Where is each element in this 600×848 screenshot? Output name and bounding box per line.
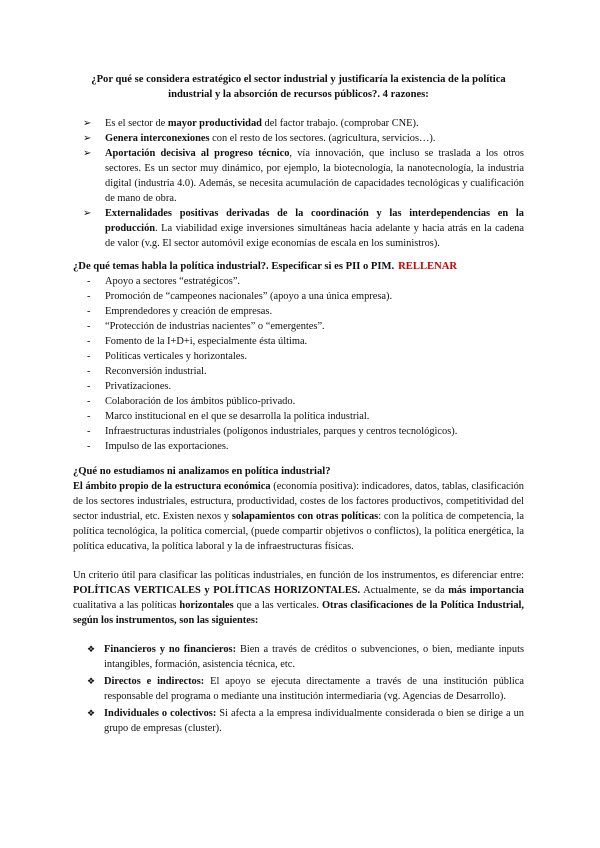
dash-bullet: - <box>87 291 91 302</box>
paragraph: Un criterio útil para clasificar las políticas industriales, en función de los instrumentos, es diferenciar entre: POLÍTICAS VERTICALES y POLÍTICAS HORIZONTALES. Actualmente, se da más importancia cualitativa a las políticas horizontales que a las verticales. Otras clasificaciones de la Política Industrial, según los instrumentos, son las siguientes: <box>73 570 524 626</box>
dash-bullet: - <box>87 381 91 392</box>
dash-bullet: - <box>87 426 91 437</box>
list-item: - Privatizaciones. <box>87 381 172 392</box>
list-item: - Políticas verticales y horizontales. <box>87 351 247 362</box>
section-heading: ¿Qué no estudiamos ni analizamos en política industrial? <box>73 466 331 477</box>
list-item: ➢ Externalidades positivas derivadas de la coordinación y las interdependencias en la producción. La viabilidad exige inversiones simultáneas hacia adelante y hacia atrás en la cadena de valor (v.g. El sector automóvil exige economías de escala en los suministros). <box>83 208 524 249</box>
document-title: ¿Por qué se considera estratégico el sector industrial y justificaría la existencia de la política industrial y la absorción de recursos públicos?. 4 razones: <box>91 74 506 100</box>
list-item: - Fomento de la I+D+i, especialmente ésta última. <box>87 336 308 347</box>
list-item: - Apoyo a sectores “estratégicos”. <box>87 276 241 287</box>
dash-bullet: - <box>87 396 91 407</box>
list-item: - Impulso de las exportaciones. <box>87 441 229 452</box>
list-item: - Reconversión industrial. <box>87 366 207 377</box>
dash-bullet: - <box>87 336 91 347</box>
list-item: ➢ Genera interconexiones con el resto de los sectores. (agricultura, servicios…). <box>83 133 436 144</box>
list-item: ❖ Financieros y no financieros: Bien a través de créditos o subvenciones, o bien, mediante inputs intangibles, formación, asistencia técnica, etc. <box>87 644 524 670</box>
dash-bullet: - <box>87 441 91 452</box>
diamond-bullet-icon: ❖ <box>87 676 96 686</box>
dash-bullet: - <box>87 411 91 422</box>
list-item: - Emprendedores y creación de empresas. <box>87 306 273 317</box>
list-item: ❖ Individuales o colectivos: Si afecta a la empresa individualmente considerada o bien se dirige a un grupo de empresas (cluster). <box>87 708 524 734</box>
paragraph: El ámbito propio de la estructura económica (economía positiva): indicadores, datos, tablas, clasificación de los sectores industriales, estructura, productividad, costes de los factores productivos, competitividad del sector industrial, etc. Existen nexos y solapamientos con otras políticas: con la política de competencia, la política tecnológica, la política comercial, (puede compartir objetivos o conflictos), la política energética, la política educativa, la política laboral y la de infraestructuras físicas. <box>73 481 525 552</box>
diamond-bullet-icon: ❖ <box>87 708 96 718</box>
dash-bullet: - <box>87 366 91 377</box>
arrow-bullet-icon: ➢ <box>83 208 92 219</box>
list-item: - “Protección de industrias nacientes” o “emergentes”. <box>87 321 325 332</box>
arrow-bullet-icon: ➢ <box>83 118 92 129</box>
list-item: ❖ Directos e indirectos: El apoyo se ejecuta directamente a través de una institución pública responsable del programa o mediante una institución intermediaria (vg. Agencias de Desarrollo). <box>87 676 524 702</box>
topics-list <box>73 274 524 454</box>
list-item: - Marco institucional en el que se desarrolla la política industrial. <box>87 411 370 422</box>
list-item: - Promoción de “campeones nacionales” (apoyo a una única empresa). <box>87 291 393 302</box>
diamond-bullet-icon: ❖ <box>87 644 96 654</box>
dash-bullet: - <box>87 321 91 332</box>
dash-bullet: - <box>87 276 91 287</box>
dash-bullet: - <box>87 306 91 317</box>
list-item: - Infraestructuras industriales (polígonos industriales, parques y centros tecnológicos). <box>87 426 458 437</box>
list-item: - Colaboración de los ámbitos público-privado. <box>87 396 296 407</box>
list-item: ➢ Es el sector de mayor productividad del factor trabajo. (comprobar CNE). <box>83 118 419 129</box>
section-heading: ¿De qué temas habla la política industrial?. Especificar si es PII o PIM. RELLENAR <box>73 261 458 272</box>
arrow-bullet-icon: ➢ <box>83 133 92 144</box>
flag-label: RELLENAR <box>398 261 458 272</box>
reasons-list <box>73 116 524 251</box>
classifications-list <box>73 642 524 736</box>
arrow-bullet-icon: ➢ <box>83 148 92 159</box>
dash-bullet: - <box>87 351 91 362</box>
list-item: ➢ Aportación decisiva al progreso técnico, vía innovación, que incluso se traslada a los otros sectores. Es un sector muy dinámico, por ejemplo, la biotecnología, la nanotecnología, la industria digital (industria 4.0). Además, se necesita acumulación de capacidades tecnológicas y cualificación de mano de obra. <box>83 148 524 204</box>
